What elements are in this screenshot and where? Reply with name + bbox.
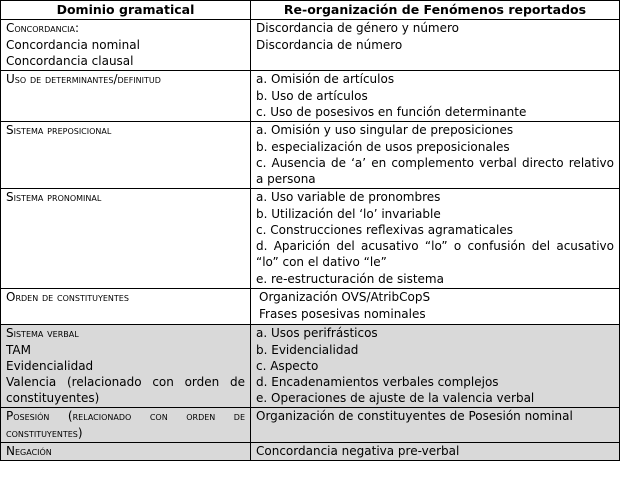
domain-heading: Uso de determinantes/definitud [6,72,161,87]
phenomena-cell [251,71,620,122]
phenomenon-item: c. Construcciones reflexivas agramaticales [256,222,513,237]
domain-heading: Sistema verbal [6,326,79,341]
phenomenon-item: Discordancia de número [256,37,403,52]
phenomenon-item: Frases posesivas nominales [259,306,426,321]
domain-subitem: TAM [6,342,31,357]
phenomenon-item: b. Uso de artículos [256,88,368,103]
phenomenon-item: c. Ausencia de ‘a’ en complemento verbal directo relativo a persona [256,155,614,187]
phenomena-cell [251,443,620,461]
phenomenon-item: c. Aspecto [256,358,319,373]
domain-heading: Sistema preposicional [6,123,112,138]
domain-subitem: Concordancia clausal [6,53,134,68]
phenomena-cell [251,189,620,289]
domain-cell [1,408,251,443]
domain-heading: Concordancia: [6,21,80,36]
table-row [1,289,620,325]
domain-heading: Sistema pronominal [6,190,102,205]
domain-cell [1,289,251,325]
phenomenon-item: a. Omisión y uso singular de preposiciones [256,123,514,138]
domain-subitem: Evidencialidad [6,358,94,373]
table-row [1,443,620,461]
table-row [1,408,620,443]
phenomenon-item: e. Operaciones de ajuste de la valencia verbal [256,391,535,406]
phenomenon-item: b. Utilización del ‘lo’ invariable [256,206,441,221]
domain-cell [1,122,251,189]
phenomenon-item: Organización OVS/AtribCopS [259,290,431,305]
phenomenon-item: Discordancia de género y número [256,21,460,36]
domain-subitem: Concordancia nominal [6,37,140,52]
domain-cell [1,71,251,122]
domain-heading: Negación [6,444,52,459]
phenomenon-item: Organización de constituyentes de Posesión nominal [256,409,573,424]
phenomenon-item: d. Encadenamientos verbales complejos [256,375,499,390]
phenomenon-item: e. re-estructuración de sistema [256,271,444,286]
phenomenon-item: b. especialización de usos preposicionales [256,139,510,154]
phenomenon-item: a. Omisión de artículos [256,72,395,87]
domain-heading: Orden de constituyentes [6,290,129,305]
domain-cell [1,325,251,408]
phenomena-cell [251,122,620,189]
domain-heading: Posesión (relacionado con orden de constituyentes) [6,409,245,440]
phenomenon-item: c. Uso de posesivos en función determinante [256,104,527,119]
domain-cell [1,20,251,71]
phenomena-cell [251,289,620,325]
domain-subitem: Valencia (relacionado con orden de constituyentes) [6,375,245,406]
phenomenon-item: a. Uso variable de pronombres [256,190,441,205]
phenomenon-item: Concordancia negativa pre-verbal [256,444,460,459]
phenomenon-item: a. Usos perifrásticos [256,326,378,341]
phenomena-cell [251,325,620,408]
domain-cell [1,443,251,461]
header-grammatical-domain: Dominio gramatical [1,1,251,20]
table-row [1,189,620,289]
table-row [1,20,620,71]
table-row [1,325,620,408]
phenomena-cell [251,408,620,443]
header-reported-phenomena: Re-organización de Fenómenos reportados [251,1,620,20]
table-header-row [1,1,620,20]
table-row [1,71,620,122]
phenomenon-item: b. Evidencialidad [256,342,359,357]
table-row [1,122,620,189]
phenomenon-item: d. Aparición del acusativo “lo” o confusión del acusativo “lo” con el dativo “le” [256,239,614,270]
phenomena-cell [251,20,620,71]
domain-cell [1,189,251,289]
